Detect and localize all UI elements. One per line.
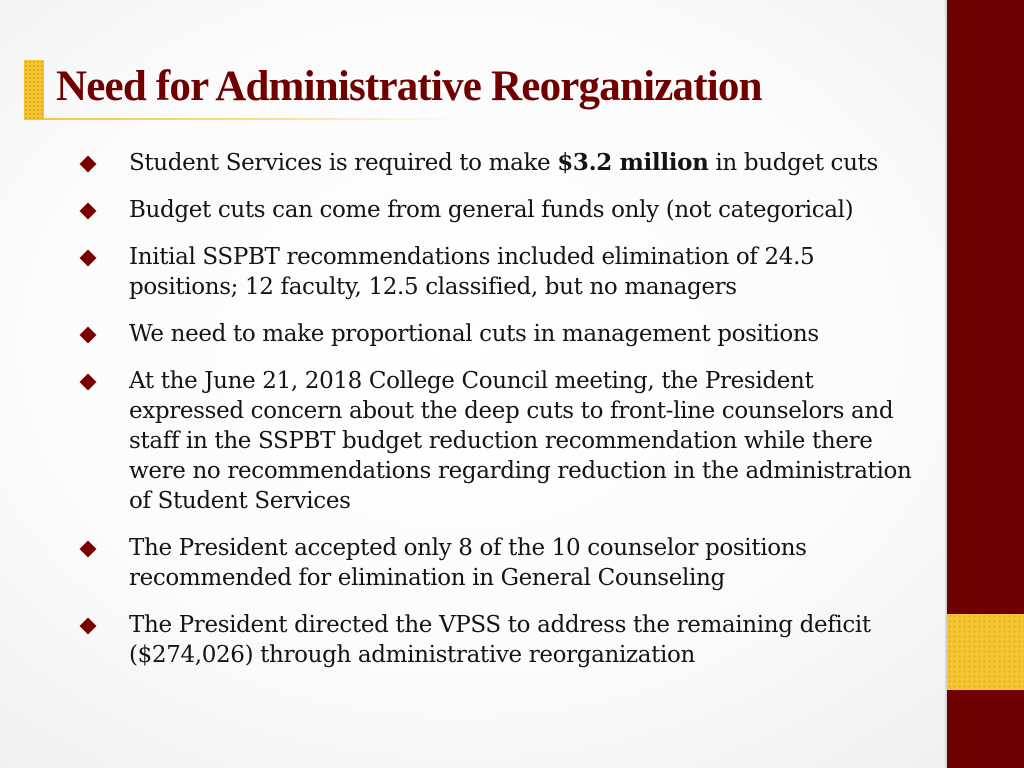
bullet-item [78, 319, 928, 349]
diamond-bullet-icon [80, 250, 97, 267]
diamond-bullet-icon [80, 374, 97, 391]
slide-title: Need for Administrative Reorganization [56, 63, 762, 110]
bullet-text: The President accepted only 8 of the 10 counselor positions recommended for elimination in General Counseling [129, 535, 807, 591]
bullet-item [78, 148, 928, 178]
bullet-item [78, 610, 928, 670]
title-underline [44, 118, 464, 120]
diamond-bullet-icon [80, 327, 97, 344]
diamond-bullet-icon [80, 618, 97, 635]
diamond-bullet-icon [80, 541, 97, 558]
bullet-text: Budget cuts can come from general funds only (not categorical) [129, 197, 854, 223]
bullet-item [78, 533, 928, 593]
bullet-text: Initial SSPBT recommendations included elimination of 24.5 positions; 12 faculty, 12.5 classified, but no managers [129, 244, 815, 300]
bullet-text-emphasis: $3.2 million [557, 149, 709, 176]
diamond-bullet-icon [80, 156, 97, 173]
bullet-text: The President directed the VPSS to address the remaining deficit ($274,026) through administrative reorganization [129, 612, 871, 668]
bullet-text-post: in budget cuts [708, 150, 878, 176]
title-gold-accent [24, 60, 44, 120]
bullet-item [78, 366, 928, 516]
bullet-list [78, 148, 928, 687]
bullet-text: We need to make proportional cuts in management positions [129, 321, 819, 347]
bullet-text-pre: Student Services is required to make [129, 150, 558, 176]
bullet-text: At the June 21, 2018 College Council meeting, the President expressed concern about the deep cuts to front-line counselors and staff in the SSPBT budget reduction recommendation while there were no recommendations regarding reduction in the administration of Student Services [129, 368, 912, 514]
diamond-bullet-icon [80, 203, 97, 220]
right-gold-accent [947, 614, 1024, 690]
bullet-item [78, 195, 928, 225]
bullet-item [78, 242, 928, 302]
